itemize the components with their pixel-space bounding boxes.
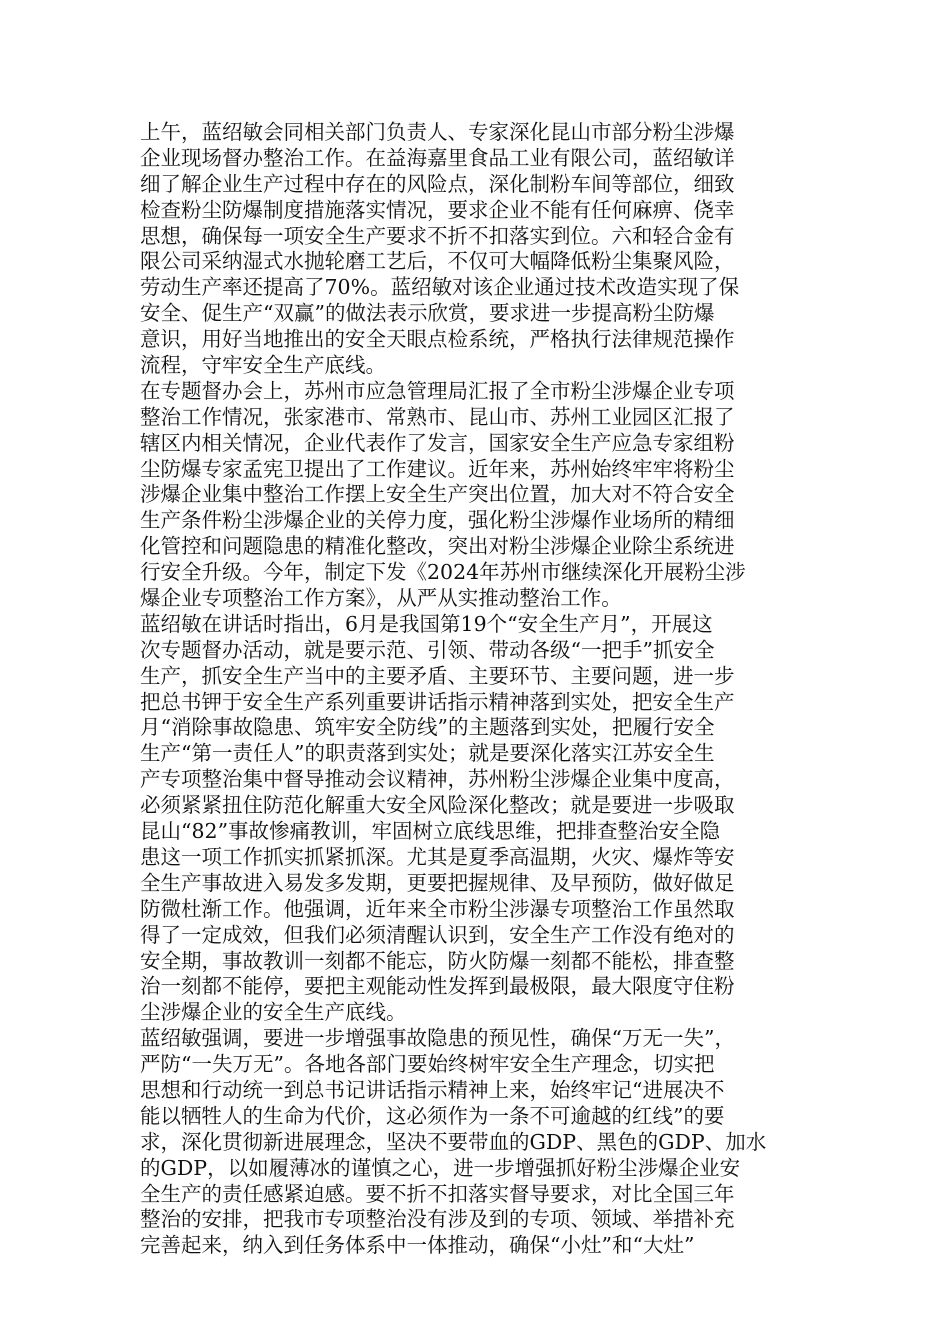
- text-line: 全生产的责任感紧迫感。要不折不扣落实督导要求，对比全国三年: [140, 1181, 735, 1206]
- text-line: 爆企业专项整治工作方案》，从严从实推动整治工作。: [140, 586, 622, 611]
- text-line: 限公司采纳湿式水抛轮磨工艺后，不仅可大幅降低粉尘集聚风险，: [140, 249, 735, 274]
- text-line: 企业现场督办整治工作。在益海嘉里食品工业有限公司，蓝绍敏详: [140, 145, 735, 170]
- paragraph-4: [140, 1026, 810, 1259]
- text-line: 次专题督办活动，就是要示范、引领、带动各级“一把手”抓安全: [140, 637, 715, 662]
- text-line: 防微杜渐工作。他强调，近年来全市粉尘涉瀑专项整治工作虽然取: [140, 896, 735, 921]
- text-line: 蓝绍敏在讲话时指出，6月是我国第19个“安全生产月”，开展这: [140, 611, 713, 636]
- text-line: 生产条件粉尘涉爆企业的关停力度，强化粉尘涉爆作业场所的精细: [140, 508, 735, 533]
- text-line: 整治的安排，把我市专项整治没有涉及到的专项、领域、举措补充: [140, 1207, 735, 1232]
- text-line: 完善起来，纳入到任务体系中一体推动，确保“小灶”和“大灶”: [140, 1233, 695, 1258]
- text-line: 整治工作情况，张家港市、常熟市、昆山市、苏州工业园区汇报了: [140, 404, 735, 429]
- text-line: 思想，确保每一项安全生产要求不折不扣落实到位。六和轻合金有: [140, 223, 735, 248]
- text-line: 检查粉尘防爆制度措施落实情况，要求企业不能有任何麻痹、侥幸: [140, 197, 735, 222]
- text-line: 涉爆企业集中整治工作摆上安全生产突出位置，加大对不符合安全: [140, 482, 735, 507]
- text-line: 安全、促生产“双赢”的做法表示欣赏，要求进一步提高粉尘防爆: [140, 301, 715, 326]
- text-line: 劳动生产率还提高了70%。蓝绍敏对该企业通过技术改造实现了保: [140, 275, 740, 300]
- paragraph-2: [140, 379, 810, 612]
- text-line: 尘防爆专家孟宪卫提出了工作建议。近年来，苏州始终牢牢将粉尘: [140, 456, 735, 481]
- document-body: [140, 120, 810, 1259]
- text-line: 治一刻都不能停，要把主观能动性发挥到最极限，最大限度守住粉: [140, 974, 735, 999]
- text-line: 尘涉爆企业的安全生产底线。: [140, 1000, 407, 1025]
- text-line: 全生产事故进入易发多发期，更要把握规律、及早预防，做好做足: [140, 870, 735, 895]
- text-line: 必须紧紧扭住防范化解重大安全风险深化整改；就是要进一步吸取: [140, 793, 735, 818]
- text-line: 能以牺牲人的生命为代价，这必须作为一条不可逾越的红线”的要: [140, 1103, 725, 1128]
- text-line: 昆山“82”事故惨痛教训，牢固树立底线思维，把排查整治安全隐: [140, 819, 721, 844]
- text-line: 生产“第一责任人”的职责落到实处；就是要深化落实江苏安全生: [140, 741, 715, 766]
- text-line: 产专项整治集中督导推动会议精神，苏州粉尘涉爆企业集中度高，: [140, 767, 735, 792]
- text-line: 蓝绍敏强调，要进一步增强事故隐患的预见性，确保“万无一失”，: [140, 1026, 735, 1051]
- text-line: 意识，用好当地推出的安全天眼点检系统，严格执行法律规范操作: [140, 327, 735, 352]
- text-line: 严防“一失万无”。各地各部门要始终树牢安全生产理念，切实把: [140, 1052, 715, 1077]
- text-line: 把总书钾于安全生产系列重要讲话指示精神落到实处，把安全生产: [140, 689, 735, 714]
- text-line: 得了一定成效，但我们必须清醒认识到，安全生产工作没有绝对的: [140, 922, 735, 947]
- text-line: 的GDP，以如履薄冰的谨慎之心，进一步增强抓好粉尘涉爆企业安: [140, 1155, 741, 1180]
- text-line: 安全期，事故教训一刻都不能忘，防火防爆一刻都不能松，排查整: [140, 948, 735, 973]
- text-line: 细了解企业生产过程中存在的风险点，深化制粉车间等部位，细致: [140, 171, 735, 196]
- paragraph-3: [140, 612, 810, 1026]
- text-line: 在专题督办会上，苏州市应急管理局汇报了全市粉尘涉爆企业专项: [140, 378, 735, 403]
- text-line: 求，深化贯彻新进展理念，坚决不要带血的GDP、黑色的GDP、加水: [140, 1129, 767, 1154]
- text-line: 化管控和问题隐患的精准化整改，突出对粉尘涉爆企业除尘系统进: [140, 534, 735, 559]
- text-line: 月“消除事故隐患、筑牢安全防线”的主题落到实处，把履行安全: [140, 715, 715, 740]
- text-line: 流程，守牢安全生产底线。: [140, 353, 386, 378]
- text-line: 生产，抓安全生产当中的主要矛盾、主要环节、主要问题，进一步: [140, 663, 735, 688]
- text-line: 患这一项工作抓实抓紧抓深。尤其是夏季高温期，火灾、爆炸等安: [140, 844, 735, 869]
- text-line: 辖区内相关情况，企业代表作了发言，国家安全生产应急专家组粉: [140, 430, 735, 455]
- paragraph-1: [140, 120, 810, 379]
- text-line: 思想和行动统一到总书记讲话指示精神上来，始终牢记“进展决不: [140, 1077, 725, 1102]
- text-line: 行安全升级。今年，制定下发《2024年苏州市继续深化开展粉尘涉: [140, 560, 746, 585]
- text-line: 上午，蓝绍敏会同相关部门负责人、专家深化昆山市部分粉尘涉爆: [140, 120, 735, 144]
